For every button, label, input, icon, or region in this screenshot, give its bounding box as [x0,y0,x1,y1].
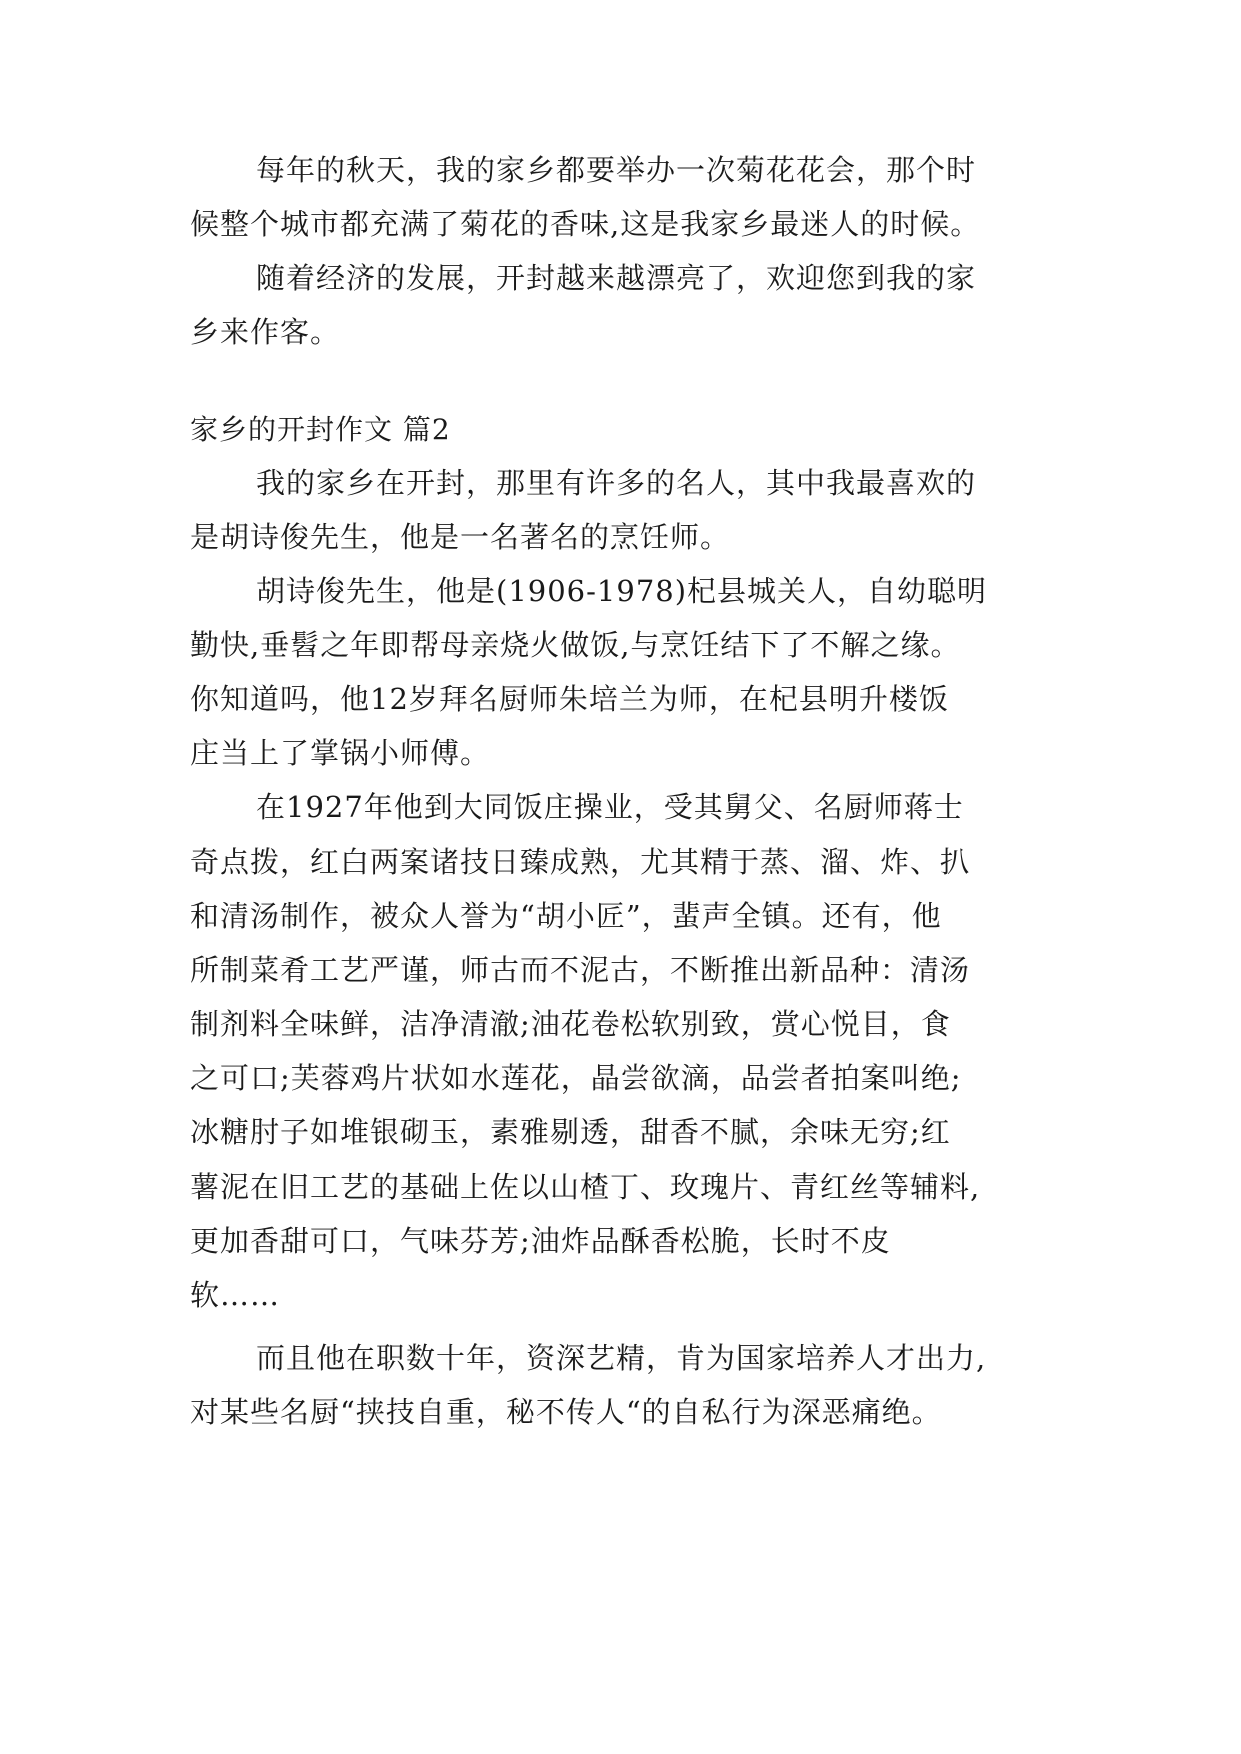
paragraph-line: 你知道吗，他12岁拜名厨师朱培兰为师，在杞县明升楼饭 [190,682,949,716]
paragraph-line: 冰糖肘子如堆银砌玉，素雅剔透，甜香不腻，余味无穷;红 [190,1115,951,1149]
paragraph-line: 薯泥在旧工艺的基础上佐以山楂丁、玫瑰片、青红丝等辅料, [190,1170,981,1204]
paragraph-line: 之可口;芙蓉鸡片状如水莲花，晶尝欲滴，品尝者拍案叫绝; [190,1061,962,1095]
paragraph-line: 胡诗俊先生，他是(1906-1978)杞县城关人，自幼聪明 [256,574,988,608]
paragraph-line: 软…… [190,1278,281,1312]
paragraph-line: 所制菜肴工艺严谨，师古而不泥古，不断推出新品种：清汤 [190,953,971,987]
paragraph-line: 制剂料全味鲜，洁净清澈;油花卷松软别致，赏心悦目，食 [190,1007,951,1041]
paragraph-line: 候整个城市都充满了菊花的香味,这是我家乡最迷人的时候。 [190,207,981,241]
paragraph-line: 对某些名厨“挟技自重，秘不传人“的自私行为深恶痛绝。 [190,1395,942,1429]
paragraph-line: 每年的秋天，我的家乡都要举办一次菊花花会，那个时 [256,153,977,187]
paragraph-line: 奇点拨，红白两案诸技日臻成熟，尤其精于蒸、溜、炸、扒 [190,845,971,879]
section-heading: 家乡的开封作文 篇2 [190,413,451,446]
paragraph-line: 是胡诗俊先生，他是一名著名的烹饪师。 [190,520,731,554]
paragraph-line: 乡来作客。 [190,315,341,349]
paragraph-line: 随着经济的发展，开封越来越漂亮了，欢迎您到我的家 [256,261,977,295]
paragraph-line: 我的家乡在开封，那里有许多的名人，其中我最喜欢的 [256,466,977,500]
paragraph-line: 庄当上了掌锅小师傅。 [190,736,491,770]
paragraph-line: 和清汤制作，被众人誉为“胡小匠”，蜚声全镇。还有，他 [190,899,942,933]
paragraph-line: 而且他在职数十年，资深艺精，肯为国家培养人才出力, [256,1341,987,1375]
paragraph-line: 在1927年他到大同饭庄操业，受其舅父、名厨师蒋士 [256,790,964,824]
paragraph-line: 勤快,垂髫之年即帮母亲烧火做饭,与烹饪结下了不解之缘。 [190,628,961,662]
paragraph-line: 更加香甜可口，气味芬芳;油炸品酥香松脆，长时不皮 [190,1224,891,1258]
